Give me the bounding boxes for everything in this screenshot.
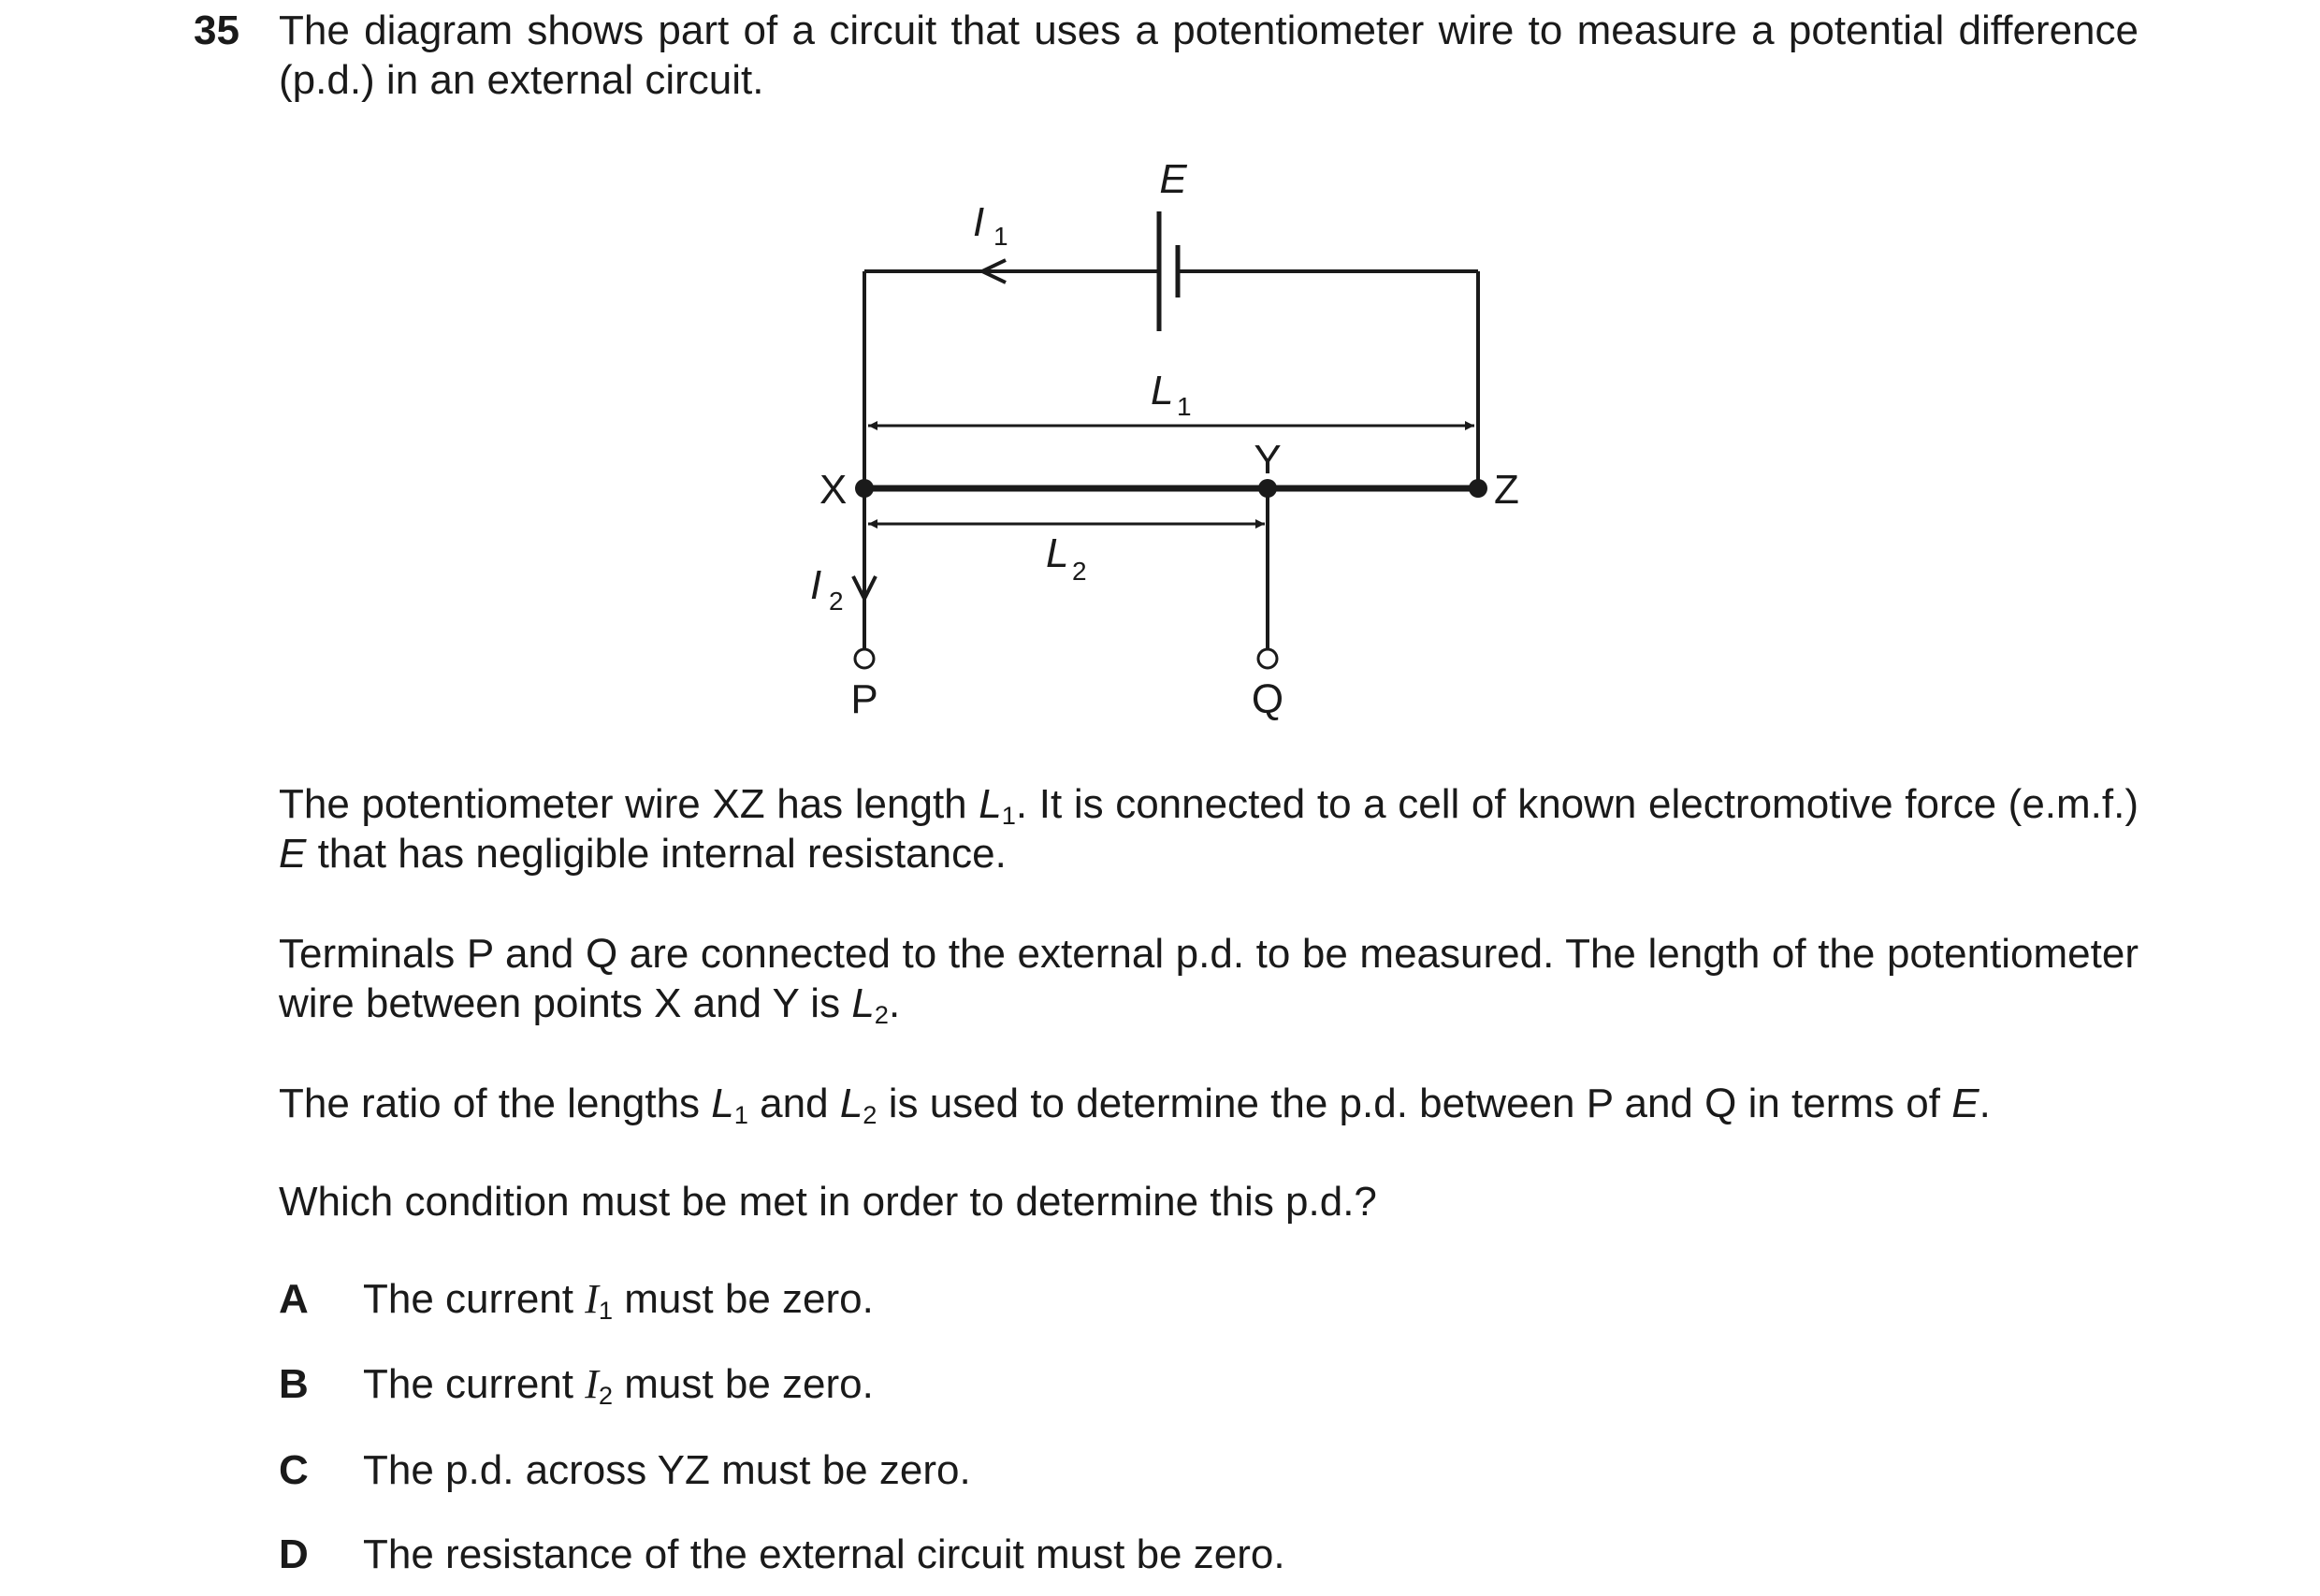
svg-text:2: 2 [1072, 557, 1087, 586]
label-e: E [1159, 156, 1187, 202]
svg-text:I: I [973, 199, 985, 245]
junction-z [1469, 479, 1487, 498]
svg-text:I: I [810, 562, 822, 608]
question-intro: The diagram shows part of a circuit that uses a potentiometer wire to measure a potential difference (p.d.) in an external circuit. [279, 7, 2139, 103]
svg-text:1: 1 [1177, 392, 1192, 421]
svg-text:1: 1 [993, 222, 1008, 251]
option-c-letter: C [279, 1447, 309, 1493]
label-i2 [810, 562, 844, 616]
label-i1 [973, 199, 1008, 251]
label-x: X [819, 467, 848, 513]
option-b-letter: B [279, 1361, 309, 1407]
paragraph-wire-description: The potentiometer wire XZ has length $L_1$. It is connected to a cell of known electromotive force (e.m.f.) E that has negligible internal resistance. [279, 781, 2139, 877]
terminal-p [855, 649, 874, 668]
option-a-letter: A [279, 1276, 309, 1322]
question-number: 35 [194, 7, 239, 53]
label-q: Q [1251, 676, 1284, 722]
junction-x [855, 479, 874, 498]
question-prompt: Which condition must be met in order to determine this p.d.? [279, 1179, 1377, 1225]
label-z: Z [1494, 467, 1519, 513]
label-p: P [850, 676, 878, 722]
svg-text:L: L [1046, 530, 1069, 576]
label-y: Y [1254, 437, 1282, 483]
svg-text:L: L [1151, 368, 1174, 414]
option-c-text: The p.d. across YZ must be zero. [363, 1447, 971, 1493]
cell-symbol [1159, 211, 1178, 331]
option-b-text: The current $I_2$ must be zero. [363, 1361, 874, 1410]
label-l2 [1046, 530, 1087, 586]
svg-text:2: 2 [829, 587, 844, 616]
option-d-text: The resistance of the external circuit must be zero. [363, 1531, 1285, 1577]
paragraph-terminals: Terminals P and Q are connected to the external p.d. to be measured. The length of the potentiometer wire between points X and Y is $L_2$. [279, 931, 2139, 1029]
option-a-text: The current $I_1$ must be zero. [363, 1276, 874, 1325]
option-d-letter: D [279, 1531, 309, 1577]
paragraph-ratio: The ratio of the lengths $L_1$ and $L_2$ is used to determine the p.d. between P and Q in terms of E. [279, 1081, 1991, 1129]
label-l1 [1151, 368, 1192, 421]
terminal-q [1258, 649, 1277, 668]
